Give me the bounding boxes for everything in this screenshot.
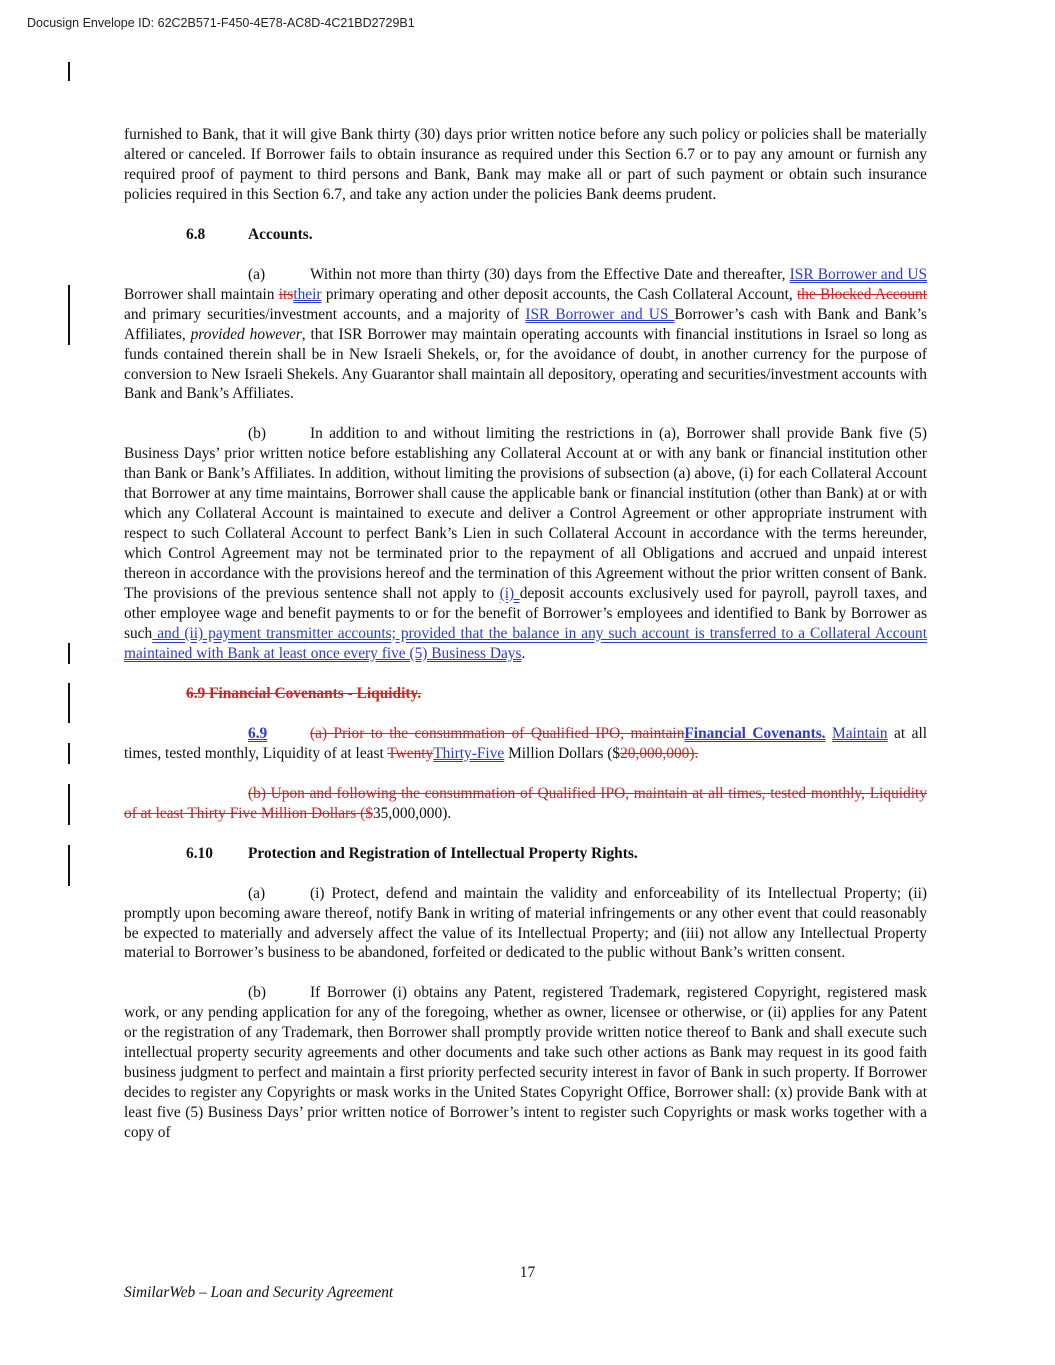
emphasis-text: provided however (190, 325, 302, 343)
section-title: Protection and Registration of Intellectual Property Rights. (248, 844, 638, 862)
intro-paragraph: furnished to Bank, that it will give Bank thirty (30) days prior written notice before any such policy or policies shall be materially altered or canceled. If Borrower fails to obtain insurance as required under this Section 6.7 or to pay any amount or furnish any required proof of payment to third persons and Bank, Bank may make all or part of such payment or obtain such insurance policies required in this Section 6.7, and take any action under the policies Bank deems prudent. (124, 126, 927, 203)
clause-label: (b) (248, 425, 266, 443)
text-run: Million Dollars ($ (504, 744, 621, 762)
page-body (124, 125, 927, 1163)
deleted-text: (a) Prior to the consummation of Qualified IPO, maintain (310, 724, 685, 742)
change-bar (68, 845, 70, 886)
text-run: Borrower shall maintain (124, 285, 279, 303)
change-bar (68, 285, 70, 345)
section-6-10-heading (124, 844, 927, 864)
inserted-text: and (ii) payment transmitter accounts; provided that the balance in any such account is transferred to a Collateral Account maintained with Bank at least once every five (5) Business Days (124, 624, 927, 662)
inserted-text: Thirty-Five (433, 744, 505, 762)
text-run: at all times, tested monthly, Liquidity of at least (124, 724, 928, 762)
section-6-9-paragraph (124, 724, 927, 764)
envelope-id: Docusign Envelope ID: 62C2B571-F450-4E78-AC8D-4C21BD2729B1 (27, 16, 415, 30)
deleted-text: the Blocked Account (797, 285, 927, 303)
text-run: Borrower’s cash with Bank and Bank’s Affiliates, (124, 305, 927, 343)
text-run: 35,000,000). (372, 804, 452, 822)
deleted-text: its (278, 285, 294, 303)
clause-label: (a) (248, 265, 266, 283)
text-run: In addition to and without limiting the restrictions in (a), Borrower shall provide Bank five (5) Business Days’ prior written notice before establishing any Collateral Account at or with any bank or financial institution other than Bank or Bank’s Affiliates. In addition, without limiting the provisions of subsection (a) above, (i) for each Collateral Account that Borrower at any time maintains, Borrower shall cause the applicable bank or financial institution (other than Bank) at or with which any Collateral Account is maintained to execute and deliver a Control Agreement or other appropriate instrument with respect to such Collateral Account to perfect Bank’s Lien in such Collateral Account in accordance with the terms hereunder, which Control Agreement may not be terminated prior to the repayment of all Obligations and accrued and unpaid interest thereon in accordance with the provisions hereof and the termination of this Agreement without the prior written consent of Bank. The provisions of the previous sentence shall not apply to (124, 425, 927, 603)
text-run: primary operating and other deposit accounts, the Cash Collateral Account, (321, 285, 798, 303)
clause-label: (a) (248, 884, 266, 902)
inserted-section-number: 6.9 (248, 724, 268, 742)
page-number: 17 (519, 1264, 536, 1281)
change-bar (68, 62, 70, 81)
section-6-9-deleted-b (124, 784, 927, 824)
section-title: Accounts. (248, 225, 313, 243)
section-6-8-a (124, 265, 927, 405)
deleted-text: 6.9 Financial Covenants - Liquidity. (186, 684, 422, 702)
text-run: . (521, 644, 526, 662)
text-run: , that ISR Borrower may maintain operating accounts with financial institutions in Israel so long as funds contained therein shall be in New Israeli Shekels, or, for the avoidance of doubt, in another currency for the purpose of conversion to New Israeli Shekels. Any Guarantor shall maintain all depository, operating and securities/investment accounts with Bank and Bank’s Affiliates. (124, 325, 927, 403)
inserted-text: (i) (499, 585, 520, 603)
section-6-9-old-heading (124, 684, 927, 704)
change-bar (68, 643, 70, 664)
section-6-8-heading (124, 225, 927, 245)
section-number: 6.10 (186, 844, 213, 862)
section-6-10-a (124, 884, 927, 964)
text-run: If Borrower (i) obtains any Patent, registered Trademark, registered Copyright, registered mask work, or any pending application for any of the foregoing, whether as owner, licensee or otherwise, or (ii) applies for any Patent or the registration of any Trademark, then Borrower shall promptly provide written notice thereof to Bank and shall execute such intellectual property security agreements and other documents and take such other actions as Bank may request in its good faith business judgment to perfect and maintain a first priority perfected security interest in favor of Bank in such property. If Borrower decides to register any Copyrights or mask works in the United States Copyright Office, Borrower shall: (x) provide Bank with at least five (5) Business Days’ prior written notice of Borrower’s intent to register such Copyrights or mask works together with a copy of (124, 984, 927, 1142)
clause-label: (b) (248, 984, 266, 1002)
section-6-8-b (124, 424, 927, 663)
inserted-text: ISR Borrower and US (789, 265, 927, 283)
text-run: Within not more than thirty (30) days from the Effective Date and thereafter, (310, 265, 790, 283)
inserted-heading: Financial Covenants. (684, 724, 826, 742)
text-run: (i) Protect, defend and maintain the validity and enforceability of its Intellectual Property; (ii) promptly upon becoming aware thereof, notify Bank in writing of material infringements or any other event that could reasonably be expected to materially and adversely affect the value of its Intellectual Property; and (iii) not allow any Intellectual Property material to Borrower’s business to be abandoned, forfeited or dedicated to the public without Bank’s written consent. (124, 884, 927, 962)
deleted-text: (b) Upon and following the consummation of Qualified IPO, maintain at all times, tested monthly, Liquidity of at least Thirty Five Million Dollars ($ (124, 784, 927, 822)
section-6-10-b (124, 983, 927, 1143)
footer-title: SimilarWeb – Loan and Security Agreement (124, 1284, 394, 1301)
text-run: and primary securities/investment accounts, and a majority of (124, 305, 526, 323)
text-run: deposit accounts exclusively used for payroll, payroll taxes, and other employee wage and benefit payments to or for the benefit of Borrower’s employees and identified to Bank by Borrower as such (124, 585, 928, 642)
section-number: 6.8 (186, 225, 206, 243)
inserted-text: their (293, 285, 322, 303)
change-bar (68, 784, 70, 825)
change-bar (68, 683, 70, 723)
deleted-text: Twenty (387, 744, 434, 762)
inserted-text: ISR Borrower and US (525, 305, 675, 323)
change-bar (68, 743, 70, 764)
deleted-text: 20,000,000). (620, 744, 699, 762)
inserted-text: Maintain (832, 724, 888, 742)
